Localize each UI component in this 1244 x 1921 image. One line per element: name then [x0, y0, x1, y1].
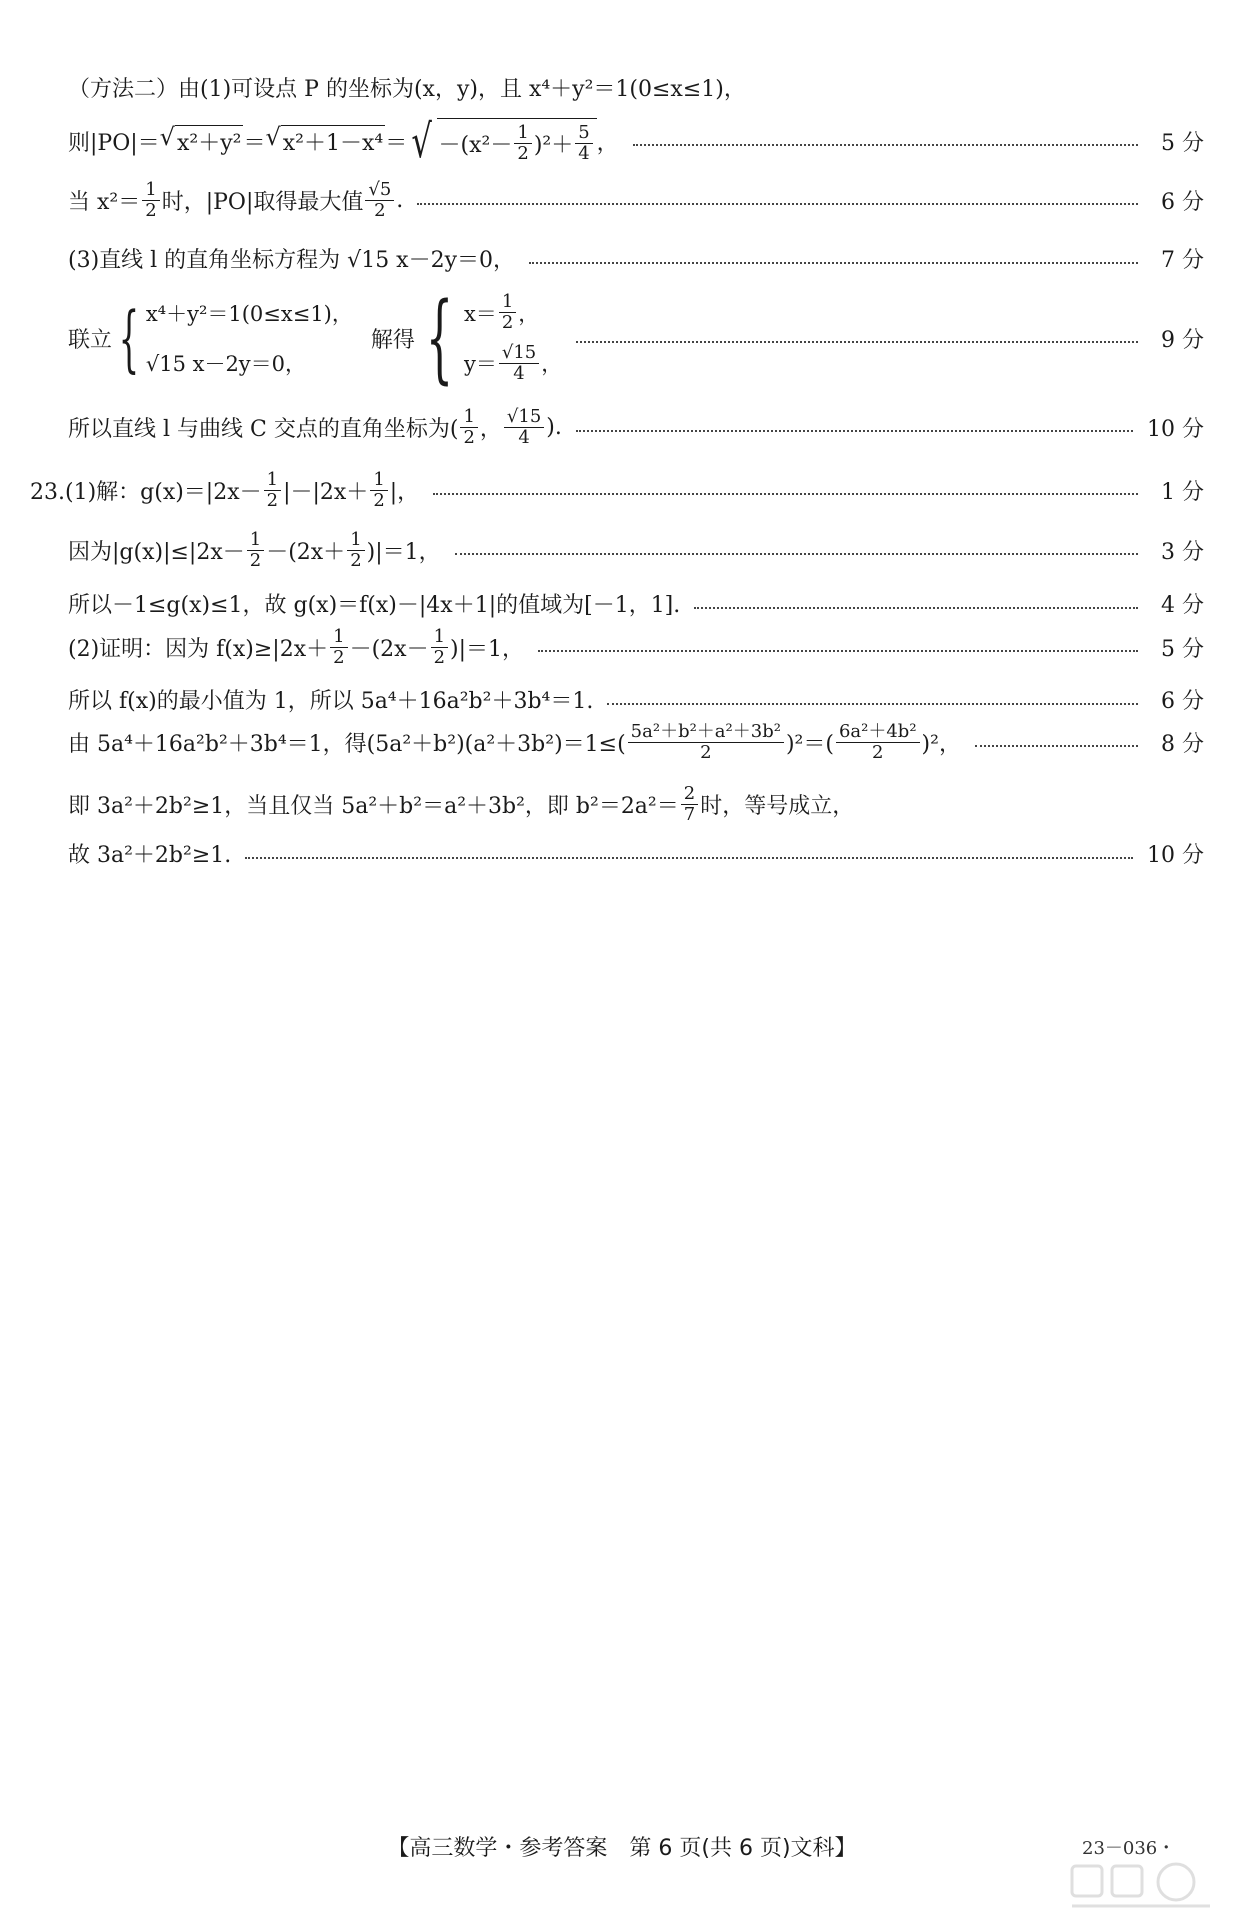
line-text: 所以－1≤g(x)≤1，故 g(x)＝f(x)－|4x＋1|的值域为[－1，1].	[68, 593, 681, 618]
score-label: 5 分	[1161, 130, 1204, 156]
leader-dots	[417, 203, 1138, 205]
solution-line-inequality: 由 5a⁴＋16a²b²＋3b⁴＝1，得(5a²＋b²)(a²＋3b²)＝1≤( $\frac{\text{5a²＋b²＋a²＋3b²}}{2}$ )²＝( $\frac{\text{6a²＋4b²}}{2}$ )²， 8 分	[68, 721, 1204, 763]
leader-dots	[576, 341, 1138, 343]
score-label: 7 分	[1161, 248, 1204, 273]
solution-line-q23-part1: 23.(1)解：g(x)＝|2x－ $\frac{1}{2}$ |－|2x＋ $\frac{1}{2}$ |， 1 分	[30, 469, 1204, 511]
line-text: 故 3a²＋2b²≥1.	[68, 843, 232, 868]
solution-line-system: 联立 { x⁴＋y²＝1(0≤x≤1)， √15 x－2y＝0， 解得 { x＝ $\frac{1}{2}$ ， y＝ $\frac{√15}{4}$ ， 9 分	[68, 282, 1204, 394]
solution-line-part2-proof: (2)证明：因为 f(x)≥|2x＋ $\frac{1}{2}$ －(2x－ $\frac{1}{2}$ )|＝1， 5 分	[68, 626, 1204, 668]
leader-dots	[529, 262, 1138, 264]
leader-dots	[607, 703, 1138, 705]
score-label: 1 分	[1161, 479, 1204, 505]
score-label: 6 分	[1161, 189, 1204, 215]
equation-system: x⁴＋y²＝1(0≤x≤1)， √15 x－2y＝0，	[145, 302, 353, 376]
leader-dots	[245, 857, 1133, 859]
solution-system: x＝ $\frac{1}{2}$ ， y＝ $\frac{√15}{4}$ ，	[463, 291, 563, 384]
score-label: 5 分	[1161, 636, 1204, 662]
solution-line-range	[68, 588, 1204, 619]
leader-dots	[975, 745, 1138, 747]
line-prefix: 则|PO|＝	[68, 130, 160, 156]
left-brace: {	[425, 282, 454, 394]
left-brace: {	[118, 296, 140, 380]
sqrt-expression: √ x²＋1－x⁴	[265, 123, 384, 156]
solution-line-intersection: 所以直线 l 与曲线 C 交点的直角坐标为( $\frac{1}{2}$ ， $\frac{√15}{4}$ ). 10 分	[68, 406, 1204, 448]
leader-dots	[455, 553, 1138, 555]
sqrt-expression: √ x²＋y²	[159, 123, 242, 156]
solution-line-conclusion	[68, 838, 1204, 869]
solution-line-line-equation	[68, 243, 1204, 274]
solution-line-po-distance: 则|PO|＝ √ x²＋y² ＝ √ x²＋1－x⁴ ＝ √ －(x²－ $\frac{1}{2}$ )²＋ $\frac{5}{4}$ ， 5 分	[68, 114, 1204, 168]
score-label: 3 分	[1161, 539, 1204, 565]
leader-dots	[538, 650, 1138, 652]
score-label: 10 分	[1147, 416, 1204, 442]
score-label: 4 分	[1161, 593, 1204, 618]
solution-line-equality-condition: 即 3a²＋2b²≥1，当且仅当 5a²＋b²＝a²＋3b²，即 b²＝2a²＝ $\frac{2}{7}$ 时，等号成立，	[68, 783, 855, 825]
document-code: 23－036・	[1082, 1838, 1176, 1859]
solution-line-abs-bound: 因为|g(x)|≤|2x－ $\frac{1}{2}$ －(2x＋ $\frac{1}{2}$ )|＝1， 3 分	[68, 529, 1204, 571]
page-footer: 【高三数学・参考答案 第 6 页(共 6 页)文科】	[387, 1836, 857, 1861]
solution-line-method2	[68, 72, 1204, 103]
sqrt-expression-large: √ －(x²－ $\frac{1}{2}$ )²＋ $\frac{5}{4}$	[407, 118, 596, 164]
score-label: 6 分	[1161, 689, 1204, 714]
fraction: $\frac{√5}{2}$	[365, 180, 394, 221]
line-text: （方法二）由(1)可设点 P 的坐标为(x，y)，且 x⁴＋y²＝1(0≤x≤1)，	[68, 77, 746, 102]
score-label: 9 分	[1161, 327, 1204, 353]
watermark-logo-icon	[1066, 1858, 1216, 1914]
leader-dots	[576, 430, 1133, 432]
solution-line-min-value	[68, 684, 1204, 715]
fraction: $\frac{1}{2}$	[142, 180, 159, 221]
leader-dots	[433, 493, 1138, 495]
score-label: 8 分	[1161, 731, 1204, 757]
line-text: (3)直线 l 的直角坐标方程为 √15 x－2y＝0，	[68, 248, 516, 273]
score-label: 10 分	[1147, 843, 1204, 868]
leader-dots	[694, 607, 1138, 609]
solution-line-max-value: 当 x²＝ $\frac{1}{2}$ 时，|PO|取得最大值 $\frac{√5}{2}$ . 6 分	[68, 179, 1204, 221]
leader-dots	[633, 144, 1138, 146]
line-text: 所以 f(x)的最小值为 1，所以 5a⁴＋16a²b²＋3b⁴＝1.	[68, 689, 594, 714]
